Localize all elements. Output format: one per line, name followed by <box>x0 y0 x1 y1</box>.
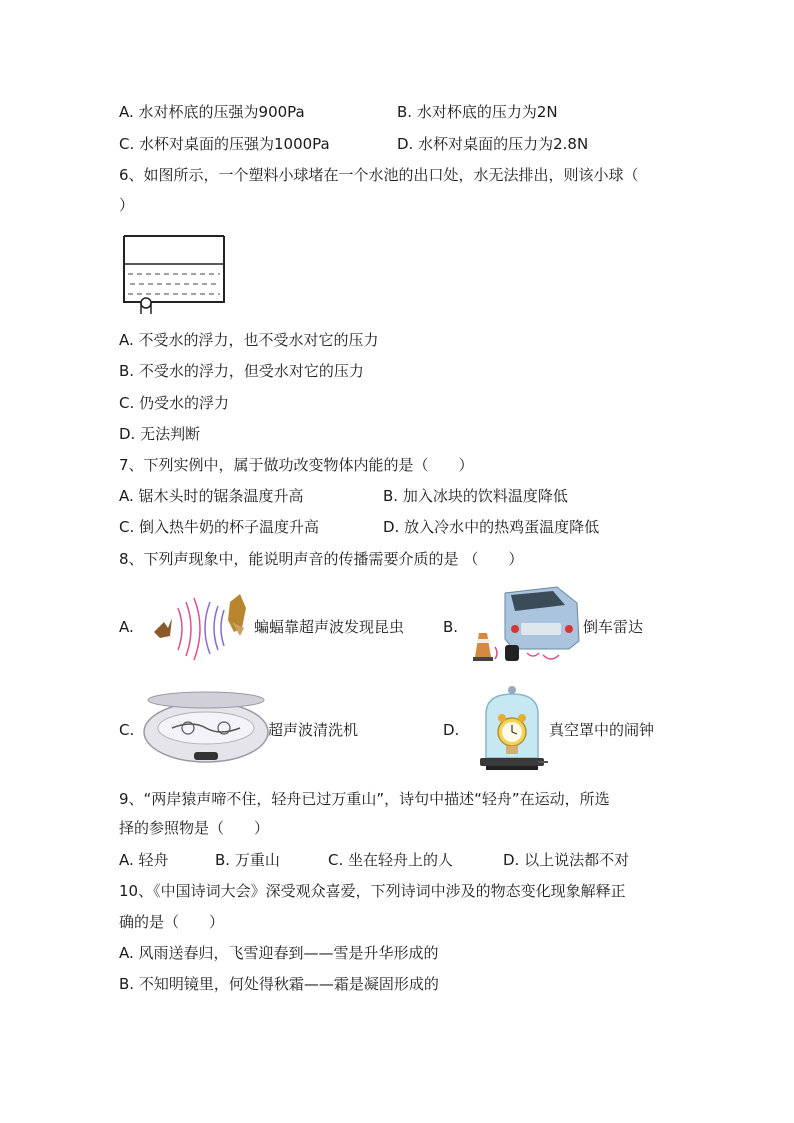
q8-option-d-text: 真空罩中的闹钟 <box>549 721 655 739</box>
q9-option-b: B. 万重山 <box>215 851 280 869</box>
water-tank-figure <box>120 234 230 316</box>
q8-option-c-text: 超声波清洗机 <box>268 721 359 739</box>
q9-stem-line1: 9、“两岸猿声啼不住，轻舟已过万重山”，诗句中描述“轻舟”在运动，所选 <box>119 790 610 808</box>
bat-ultrasound-image <box>150 588 254 668</box>
q8-option-a-text: 蝙蝠靠超声波发现昆虫 <box>254 618 405 636</box>
q7-option-c: C. 倒入热牛奶的杯子温度升高 <box>119 518 320 536</box>
ultrasonic-cleaner-image <box>142 690 270 770</box>
q8-option-a-letter: A. <box>119 618 134 636</box>
q9-option-c: C. 坐在轻舟上的人 <box>328 851 454 869</box>
q6-stem-line1: 6、如图所示，一个塑料小球堵在一个水池的出口处，水无法排出，则该小球（ <box>119 166 639 184</box>
q6-option-a: A. 不受水的浮力，也不受水对它的压力 <box>119 331 379 349</box>
q10-option-b: B. 不知明镜里，何处得秋霜——霜是凝固形成的 <box>119 975 439 993</box>
reversing-radar-image <box>465 583 583 665</box>
q8-option-b-letter: B. <box>443 618 459 636</box>
q5-option-b: B. 水对杯底的压力为2N <box>397 103 558 121</box>
q9-option-a: A. 轻舟 <box>119 851 169 869</box>
q9-option-d: D. 以上说法都不对 <box>503 851 630 869</box>
q7-option-a: A. 锯木头时的锯条温度升高 <box>119 487 304 505</box>
vacuum-bell-jar-clock-image <box>476 684 548 776</box>
q6-stem-line2: ） <box>119 196 135 214</box>
q9-stem-line2: 择的参照物是（ ） <box>119 819 270 837</box>
q8-option-c-letter: C. <box>119 721 135 739</box>
q7-option-b: B. 加入冰块的饮料温度降低 <box>383 487 568 505</box>
q10-option-a: A. 风雨送春归，飞雪迎春到——雪是升华形成的 <box>119 944 439 962</box>
q6-option-d: D. 无法判断 <box>119 425 201 443</box>
q8-stem: 8、下列声现象中，能说明声音的传播需要介质的是 （ ） <box>119 550 524 568</box>
q5-option-d: D. 水杯对桌面的压力为2.8N <box>397 135 589 153</box>
q7-stem: 7、下列实例中，属于做功改变物体内能的是（ ） <box>119 456 474 474</box>
q6-option-c: C. 仍受水的浮力 <box>119 394 230 412</box>
q10-stem-line1: 10、《中国诗词大会》深受观众喜爱，下列诗词中涉及的物态变化现象解释正 <box>119 882 626 900</box>
q8-option-d-letter: D. <box>443 721 460 739</box>
q6-option-b: B. 不受水的浮力，但受水对它的压力 <box>119 362 364 380</box>
q7-option-d: D. 放入冷水中的热鸡蛋温度降低 <box>383 518 600 536</box>
q5-option-c: C. 水杯对桌面的压强为1000Pa <box>119 135 330 153</box>
q8-option-b-text: 倒车雷达 <box>583 618 644 636</box>
q10-stem-line2: 确的是（ ） <box>119 913 225 931</box>
q5-option-a: A. 水对杯底的压强为900Pa <box>119 103 305 121</box>
